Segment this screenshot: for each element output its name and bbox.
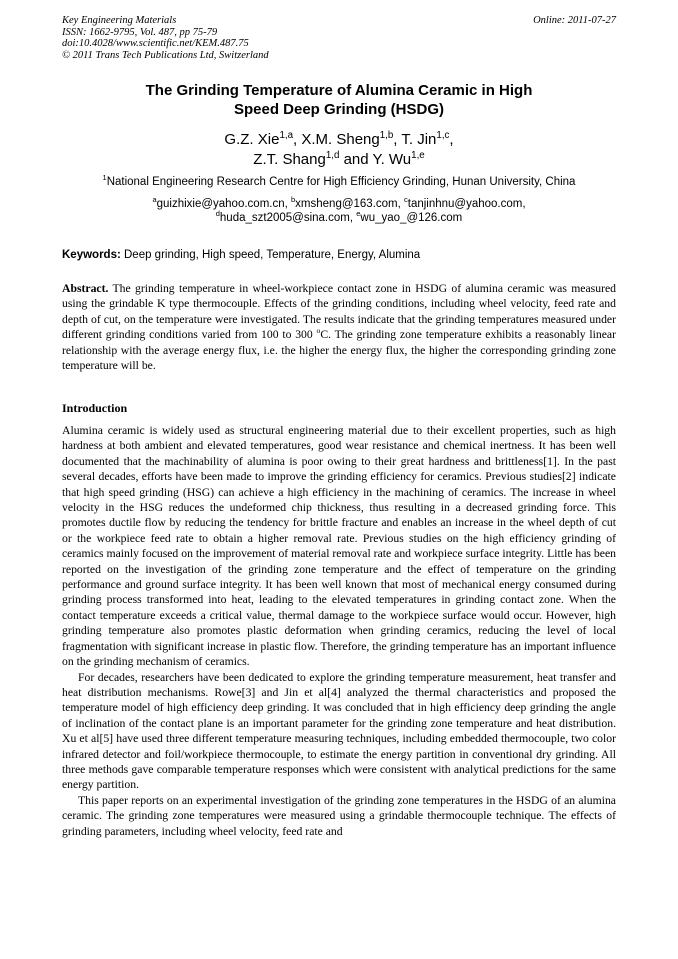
author-name: Y. Wu (372, 151, 412, 168)
authors-line-1: G.Z. Xie$^{1,a}$, X.M. Sheng$^{1,b}$, T. Jin$^{1,c}$, (224, 130, 454, 148)
email-address: xmsheng@163.com (295, 198, 398, 210)
author-list (62, 130, 616, 170)
intro-paragraph-2: For decades, researchers have been dedicated to explore the grinding temperature measurement, heat transfer and heat distribution mechanisms. Rowe[3] and Jin et al[4] analyzed the thermal characteristics and proposed the temperature model of high efficiency deep grinding. It was concluded that in high efficiency deep grinding the angle of inclination of the contact plane is an important parameter for the grinding zone temperature and heat distribution. Xu et al[5] have used three different temperature measuring techniques, including embedded thermocouple, two color infrared detector and foil/workpiece thermocouple, to estimate the energy partition in conventional dry grinding. All three methods gave comparable temperature responses which were consistent with analytical predictions for the same energy partition. (62, 670, 616, 792)
email-address: guizhixie@yahoo.com.cn (156, 198, 285, 210)
online-date: Online: 2011-07-27 (533, 15, 616, 26)
author-sup: 1,a (279, 130, 293, 141)
running-header (62, 15, 616, 61)
author-sup: 1,b (379, 130, 394, 141)
affiliation (62, 175, 616, 189)
abstract-text-1: The grinding temperature in wheel-workpiece contact zone in HSDG of alumina ceramic was measured using the grindable K type thermocouple. Effects of the grinding conditions, including wheel velocity, feed rate and depth of cut, on the temperature were investigated. The results indicate that the grinding temperatures measured under different grinding conditions varied from 100 to 300 (62, 282, 616, 342)
abstract (62, 281, 616, 373)
author-sup: 1,e (411, 150, 425, 161)
doi-line: doi:10.4028/www.scientific.net/KEM.487.75 (62, 38, 249, 49)
copyright-line: © 2011 Trans Tech Publications Ltd, Switzerland (62, 49, 269, 61)
author-name: T. Jin (401, 131, 437, 148)
intro-paragraph-1: Alumina ceramic is widely used as structural engineering material due to their excellent properties, such as high hardness at both ambient and elevated temperatures, good wear resistance and chemical inertness. It has been well documented that the machinability of alumina is poor owing to their great hardness and brittleness[1]. In the past several decades, efforts have been made to improve the grinding efficiency for ceramics. Previous studies[2] indicate that high speed grinding (HSG) can achieve a high efficiency in the machining of ceramics. The increase in wheel velocity in the HSG reduces the undeformed chip thickness, thus resulting in a decreased grinding force. This promotes ductile flow by reducing the tendency for brittle fracture and enables an increase in the wheel depth of cut or the workpiece feed rate to obtain a higher removal rate. Previous studies on the high efficiency grinding of ceramics mainly focused on the improvement of material removal rate and workpiece surface integrity. Little has been reported on the investigation of the grinding zone temperature and the effect of temperature on the grinding performance and ground surface integrity. It has been well known that most of mechanical energy consumed during grinding process transformed into heat, leading to the elevated temperatures in grinding contact zone. When the contact temperature exceeds a critical value, thermal damage to the workpiece surface would occur. However, high grinding temperature also promotes plastic deformation when grinding ceramics, reducing the level of local fragmentation with significant increase in plastic flow. Therefore, the grinding temperature has an important influence on the grinding mechanism of ceramics. (62, 424, 616, 669)
emails-line-1: $^a$guizhixie@yahoo.com.cn, $^b$xmsheng@163.com, $^c$tanjinhnu@yahoo.com, (152, 195, 526, 210)
author-name: G.Z. Xie (224, 131, 280, 148)
section-heading-introduction: Introduction (62, 401, 128, 415)
affiliation-sup: 1 (102, 173, 107, 183)
email-address: huda_szt2005@sina.com (219, 212, 350, 224)
journal-name: Key Engineering Materials (62, 15, 177, 26)
email-sup: b (291, 195, 296, 205)
intro-paragraph-3: This paper reports on an experimental investigation of the grinding zone temperatures in the HSDG of an alumina ceramic. The grinding zone temperatures were measured using a grindable thermocouple technique. The effects of grinding parameters, including wheel velocity, feed rate and (62, 793, 616, 838)
paper-title (62, 81, 616, 119)
author-sup: 1,c (436, 130, 450, 141)
email-address: tanjinhnu@yahoo.com (407, 198, 523, 210)
degree-sup: o (316, 326, 321, 336)
emails-line-2: $^d$huda_szt2005@sina.com, $^e$wu_yao_@126.com (215, 209, 463, 224)
title-line-2: Speed Deep Grinding (HSDG) (233, 101, 444, 118)
author-name: Z.T. Shang (253, 151, 326, 168)
keywords-text: Deep grinding, High speed, Temperature, Energy, Alumina (124, 249, 421, 261)
email-sup: a (152, 195, 157, 205)
email-sup: d (215, 209, 220, 219)
abstract-text-2: C. The grinding zone temperature exhibits a reasonably linear relationship with the average energy flux, i.e. the higher the energy flux, the higher the corresponding grinding zone temperature will be. (62, 328, 616, 373)
title-line-1: The Grinding Temperature of Alumina Ceramic in High (145, 82, 533, 99)
author-sup: 1,d (325, 150, 340, 161)
abstract-label: Abstract. (62, 282, 109, 295)
introduction-body (62, 423, 616, 839)
issn-line: ISSN: 1662-9795, Vol. 487, pp 75-79 (62, 26, 218, 38)
author-name: X.M. Sheng (301, 131, 380, 148)
email-sup: e (356, 209, 361, 219)
authors-line-2: Z.T. Shang$^{1,d}$ and Y. Wu$^{1,e}$ (253, 150, 425, 168)
keywords-label: Keywords: (62, 249, 121, 261)
email-sup: c (404, 195, 408, 205)
author-emails (62, 197, 616, 225)
affiliation-text: National Engineering Research Centre for High Efficiency Grinding, Hunan University, China (106, 176, 576, 188)
keywords (62, 248, 616, 262)
email-address: wu_yao_@126.com (360, 212, 463, 224)
